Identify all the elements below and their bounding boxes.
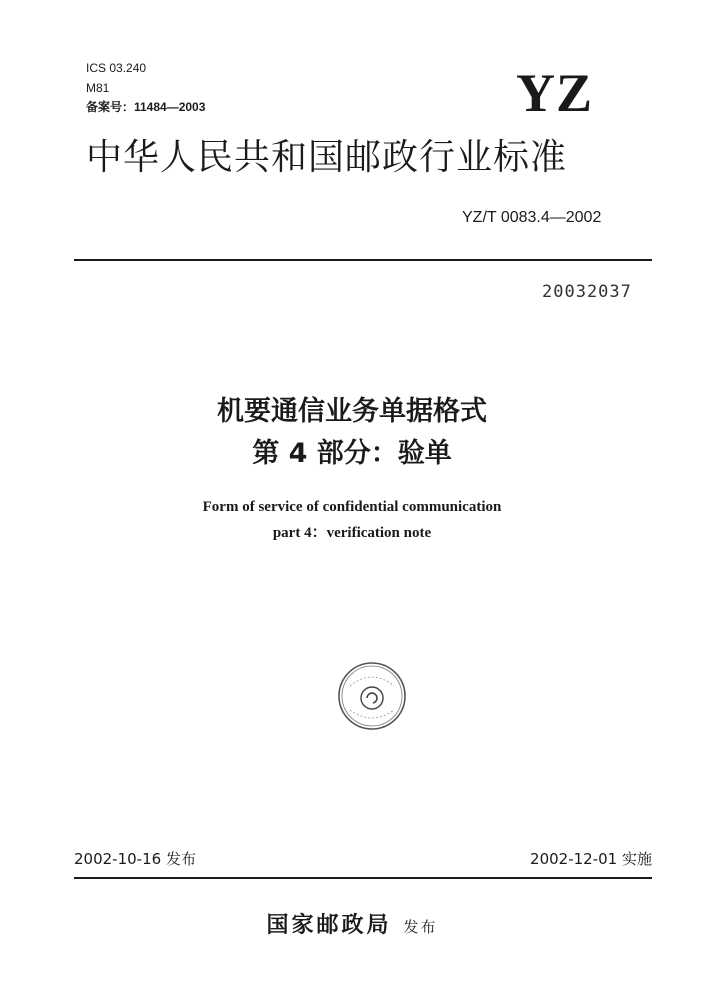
issuer-line xyxy=(0,908,704,939)
header-divider xyxy=(74,259,652,261)
document-title-en-line1: Form of service of confidential communication xyxy=(202,499,502,515)
classification-code: M81 xyxy=(86,81,110,95)
archive-number: 20032037 xyxy=(542,282,632,302)
document-title-zh-line2: 第 4 部分：验单 xyxy=(252,438,452,469)
implementation-date: 2002-12-01 实施 xyxy=(530,850,652,868)
seal-stamp-icon xyxy=(336,660,408,732)
standard-mark: YZ xyxy=(516,63,594,123)
standard-category-title: 中华人民共和国邮政行业标准 xyxy=(86,137,568,178)
document-title-zh-line1: 机要通信业务单据格式 xyxy=(217,396,487,427)
standard-number: YZ/T 0083.4—2002 xyxy=(462,209,602,226)
issue-date: 2002-10-16 发布 xyxy=(74,850,196,868)
issuer-name: 国家邮政局 xyxy=(266,912,392,938)
issuer-action: 发布 xyxy=(403,918,438,936)
record-number: 备案号：11484—2003 xyxy=(86,100,206,114)
ics-code: ICS 03.240 xyxy=(86,61,147,75)
footer-divider xyxy=(74,877,652,879)
document-title-en-line2: part 4：verification note xyxy=(272,525,432,541)
